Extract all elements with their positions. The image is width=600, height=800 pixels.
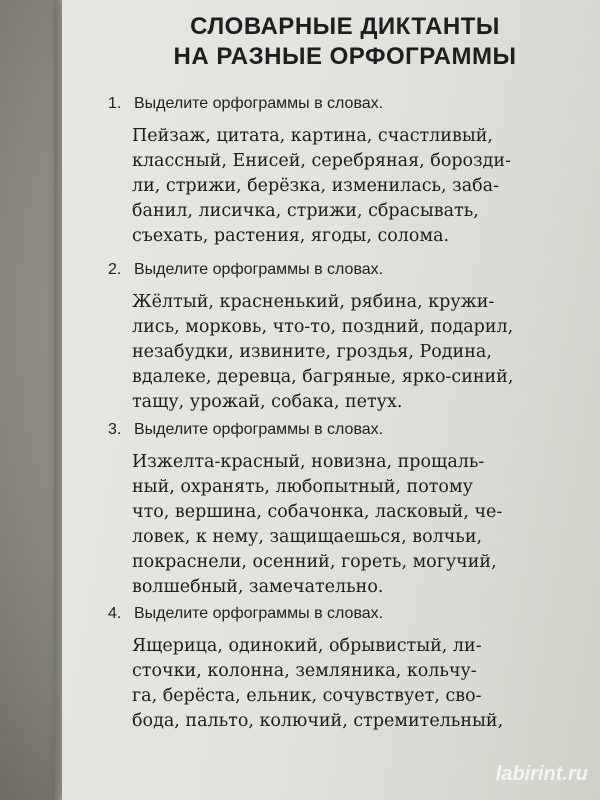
word-list xyxy=(132,124,528,249)
exercise-instruction xyxy=(108,420,528,440)
exercise-number: 1. xyxy=(108,95,122,112)
word-list xyxy=(132,290,528,415)
title-line-1: СЛОВАРНЫЕ ДИКТАНТЫ xyxy=(190,13,500,40)
exercise-instruction xyxy=(108,604,528,624)
word-line: тащу, урожай, собака, петух. xyxy=(132,392,403,412)
word-line: ный, охранять, любопытный, потому xyxy=(132,477,473,497)
watermark-logo: labirint.ru xyxy=(495,763,588,785)
exercise-2 xyxy=(108,260,528,415)
word-line: ловек, к нему, защищаешься, волчьи, xyxy=(132,527,483,547)
word-line: ли, стрижи, берёзка, изменилась, заба- xyxy=(132,176,500,196)
word-line: что, вершина, собачонка, ласковый, че- xyxy=(132,502,503,522)
word-line: га, берёста, ельник, сочувствует, сво- xyxy=(132,686,482,706)
instruction-text: Выделите орфограммы в словах. xyxy=(134,95,384,112)
instruction-text: Выделите орфограммы в словах. xyxy=(134,261,384,278)
word-line: банил, лисичка, стрижи, сбрасывать, xyxy=(132,201,479,221)
word-line: лись, морковь, что-то, поздний, подарил, xyxy=(132,317,514,337)
word-line: Пейзаж, цитата, картина, счастливый, xyxy=(132,126,493,146)
exercise-1 xyxy=(108,94,528,249)
word-line: Ящерица, одинокий, обрывистый, ли- xyxy=(132,636,482,656)
word-line: покраснели, осенний, гореть, могучий, xyxy=(132,552,497,572)
word-line: Жёлтый, красненький, рябина, кружи- xyxy=(132,292,495,312)
instruction-text: Выделите орфограммы в словах. xyxy=(134,421,384,438)
title-line-2: НА РАЗНЫЕ ОРФОГРАММЫ xyxy=(173,43,517,70)
word-line: съехать, растения, ягоды, солома. xyxy=(132,226,450,246)
word-line: волшебный, замечательно. xyxy=(132,577,384,597)
exercise-number: 4. xyxy=(108,605,122,622)
instruction-text: Выделите орфограммы в словах. xyxy=(134,605,384,622)
exercise-instruction xyxy=(108,94,528,114)
page-title xyxy=(150,12,540,72)
exercise-4 xyxy=(108,604,528,734)
exercise-3 xyxy=(108,420,528,600)
word-line: сточки, колонна, земляника, кольчу- xyxy=(132,661,477,681)
exercise-instruction xyxy=(108,260,528,280)
word-line: бода, пальто, колючий, стремительный, xyxy=(132,711,504,731)
word-list xyxy=(132,450,528,600)
exercise-number: 3. xyxy=(108,421,122,438)
word-line: классный, Енисей, серебряная, борозди- xyxy=(132,151,511,171)
word-line: Изжелта-красный, новизна, прощаль- xyxy=(132,452,485,472)
exercise-number: 2. xyxy=(108,261,122,278)
word-list xyxy=(132,634,528,734)
word-line: вдалеке, деревца, багряные, ярко-синий, xyxy=(132,367,514,387)
word-line: незабудки, извините, гроздья, Родина, xyxy=(132,342,492,362)
